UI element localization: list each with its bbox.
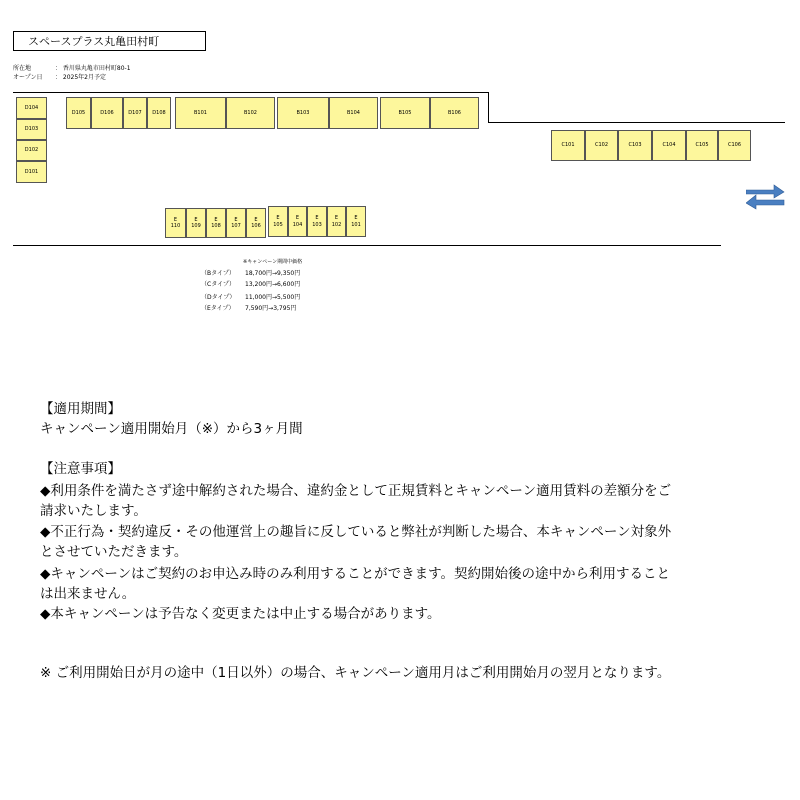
unit-e103[interactable]: E 103 bbox=[307, 206, 327, 237]
address-label: 所在地 bbox=[13, 65, 32, 72]
price-value: 7,590円→3,795円 bbox=[245, 305, 297, 312]
price-type: （Cタイプ） bbox=[201, 281, 235, 288]
note-line: ◆本キャンペーンは予告なく変更または中止する場合があります。 bbox=[40, 606, 441, 622]
unit-b106[interactable]: B106 bbox=[430, 97, 479, 129]
unit-c102[interactable]: C102 bbox=[585, 130, 618, 161]
unit-c105[interactable]: C105 bbox=[686, 130, 718, 161]
boundary-step-line bbox=[488, 92, 489, 123]
unit-d107[interactable]: D107 bbox=[123, 97, 147, 129]
price-row-e bbox=[201, 303, 296, 312]
unit-d106[interactable]: D106 bbox=[91, 97, 123, 129]
unit-d105[interactable]: D105 bbox=[66, 97, 91, 129]
note-line: とさせていただきます。 bbox=[40, 544, 188, 560]
unit-e110[interactable]: E 110 bbox=[165, 208, 186, 238]
unit-e107[interactable]: E 107 bbox=[226, 208, 246, 238]
unit-e105[interactable]: E 105 bbox=[268, 206, 288, 237]
bidirectional-arrow-icon bbox=[746, 184, 786, 210]
unit-b102[interactable]: B102 bbox=[226, 97, 275, 129]
note-line: ◆キャンペーンはご契約のお申込み時のみ利用することができます。契約開始後の途中から利用すること bbox=[40, 566, 671, 582]
unit-d108[interactable]: D108 bbox=[147, 97, 171, 129]
note-line: は出来ません。 bbox=[40, 586, 136, 602]
boundary-right-line bbox=[488, 122, 785, 123]
price-value: 11,000円→5,500円 bbox=[245, 294, 301, 301]
note-line: ◆利用条件を満たさず途中解約された場合、違約金として正規賃料とキャンペーン適用賃料の差額分をご bbox=[40, 483, 672, 499]
unit-e109[interactable]: E 109 bbox=[186, 208, 206, 238]
price-row-d bbox=[201, 292, 300, 301]
unit-d102[interactable]: D102 bbox=[16, 140, 47, 161]
price-row-b bbox=[201, 268, 300, 277]
campaign-price-note: ※キャンペーン期間中価格 bbox=[243, 259, 303, 265]
footnote: ※ ご利用開始日が月の途中（1日以外）の場合、キャンペーン適用月はご利用開始月の翌月となります。 bbox=[40, 665, 671, 681]
unit-d101[interactable]: D101 bbox=[16, 161, 47, 183]
unit-c101[interactable]: C101 bbox=[551, 130, 585, 161]
address-value: ： 香川県丸亀市田村町80-1 bbox=[55, 65, 131, 72]
note-line: 請求いたします。 bbox=[40, 503, 147, 519]
notes-heading: 【注意事項】 bbox=[40, 461, 121, 477]
unit-e106[interactable]: E 106 bbox=[246, 208, 266, 238]
period-heading: 【適用期間】 bbox=[40, 401, 121, 417]
price-row-c bbox=[201, 279, 300, 288]
open-date-value: ： 2025年2月予定 bbox=[55, 74, 106, 81]
unit-e104[interactable]: E 104 bbox=[288, 206, 307, 237]
price-value: 13,200円→6,600円 bbox=[245, 281, 301, 288]
unit-c103[interactable]: C103 bbox=[618, 130, 652, 161]
note-line: ◆不正行為・契約違反・その他運営上の趣旨に反していると弊社が判断した場合、本キャンペーン対象外 bbox=[40, 524, 672, 540]
price-value: 18,700円→9,350円 bbox=[245, 270, 301, 277]
unit-b105[interactable]: B105 bbox=[380, 97, 430, 129]
unit-d104[interactable]: D104 bbox=[16, 97, 47, 119]
price-type: （Dタイプ） bbox=[201, 294, 236, 301]
unit-c106[interactable]: C106 bbox=[718, 130, 751, 161]
boundary-bottom-line bbox=[13, 245, 721, 246]
unit-e101[interactable]: E 101 bbox=[346, 206, 366, 237]
unit-e108[interactable]: E 108 bbox=[206, 208, 226, 238]
open-date-line bbox=[13, 72, 106, 81]
open-date-label: オープン日 bbox=[13, 74, 43, 81]
unit-b101[interactable]: B101 bbox=[175, 97, 226, 129]
period-text: キャンペーン適用開始月（※）から3ヶ月間 bbox=[40, 421, 303, 437]
price-type: （Bタイプ） bbox=[201, 270, 235, 277]
unit-c104[interactable]: C104 bbox=[652, 130, 686, 161]
boundary-top-line bbox=[13, 92, 489, 93]
unit-b103[interactable]: B103 bbox=[277, 97, 329, 129]
address-line bbox=[13, 63, 131, 72]
unit-b104[interactable]: B104 bbox=[329, 97, 378, 129]
price-type: （Eタイプ） bbox=[201, 305, 235, 312]
unit-e102[interactable]: E 102 bbox=[327, 206, 346, 237]
unit-d103[interactable]: D103 bbox=[16, 119, 47, 140]
property-title: スペースプラス丸亀田村町 bbox=[13, 31, 206, 51]
